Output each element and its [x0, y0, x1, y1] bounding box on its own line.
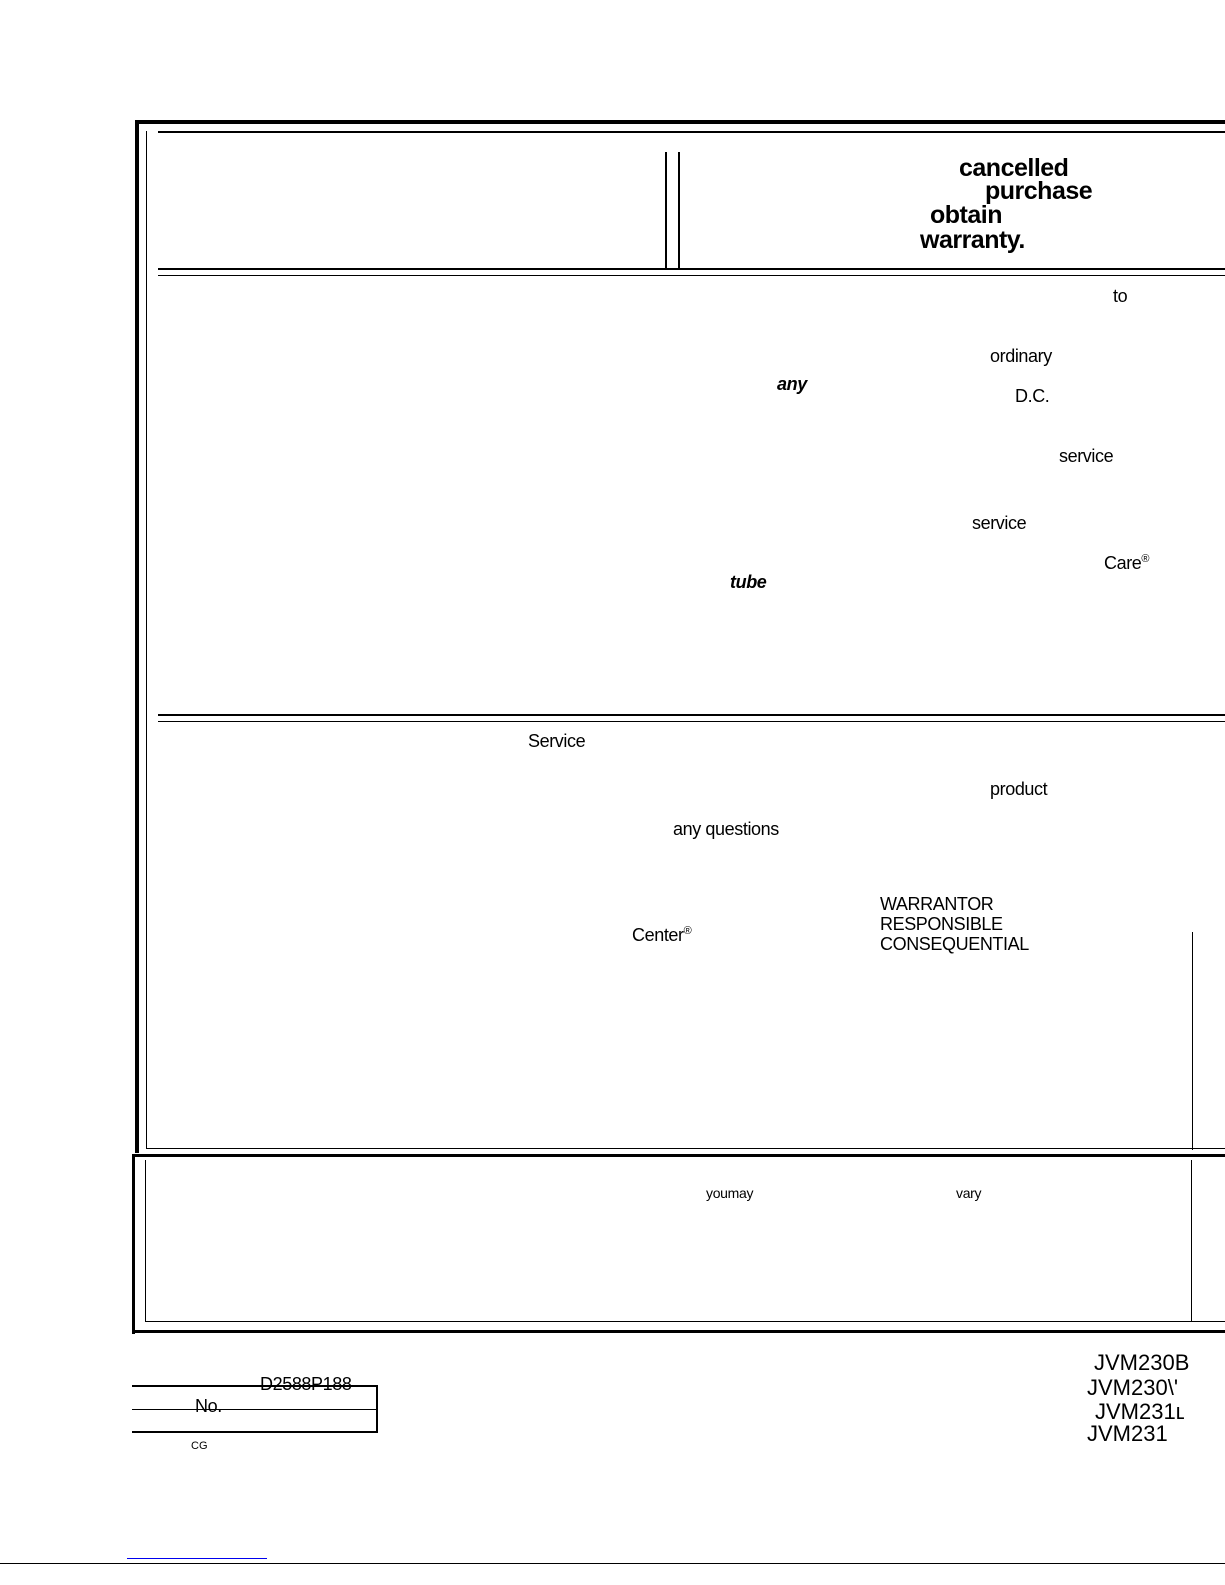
lower-box-rule-inner: [146, 1148, 1225, 1149]
word-responsible: RESPONSIBLE: [880, 914, 1003, 934]
page-bottom-rule: [0, 1563, 1225, 1564]
word-vary: vary: [956, 1185, 982, 1201]
part-number: D2588P188: [260, 1374, 352, 1394]
model-number-3: JVM231ʟ: [1095, 1399, 1185, 1424]
lower-box-left-outer: [132, 1154, 135, 1334]
lower-box-right: [1191, 1160, 1192, 1322]
word-care: Care®: [1104, 553, 1150, 573]
part-no-label: No.: [195, 1396, 222, 1416]
lower-box-left-inner: [145, 1160, 146, 1322]
lower-box-bottom: [132, 1330, 1225, 1333]
word-service-1: service: [1059, 446, 1114, 466]
header-word-purchase: purchase: [985, 177, 1093, 205]
word-consequential: CONSEQUENTIAL: [880, 934, 1029, 954]
header-word-obtain: obtain: [930, 201, 1002, 229]
lower-box-rule-bottom-inner: [145, 1321, 1225, 1322]
word-to: to: [1113, 286, 1128, 306]
right-edge-rule: [1192, 932, 1193, 1150]
header-word-cancelled: cancelled: [959, 154, 1069, 182]
word-tube: tube: [730, 572, 767, 592]
outer-frame-left: [135, 120, 139, 1153]
lower-box-top: [132, 1154, 1225, 1157]
word-warrantor: WARRANTOR: [880, 894, 994, 914]
word-center: Center®: [632, 925, 692, 945]
header-rule-bottom-1: [158, 268, 1225, 270]
header-divider-a: [665, 152, 667, 269]
section-rule-2: [158, 721, 1225, 722]
header-rule-bottom-2: [158, 275, 1225, 276]
model-number-4: JVM231: [1087, 1421, 1168, 1446]
model-number-2: JVM230\': [1087, 1375, 1179, 1400]
word-service-3: Service: [528, 731, 586, 751]
model-number-1: JVM230B: [1094, 1350, 1190, 1375]
header-rule-top: [158, 131, 1225, 133]
word-ordinary: ordinary: [990, 346, 1052, 366]
word-any: any: [777, 374, 807, 394]
code-cg: CG: [191, 1440, 208, 1452]
header-word-warranty: warranty.: [920, 226, 1025, 254]
section-rule-1: [158, 714, 1225, 716]
outer-frame-top: [135, 120, 1225, 124]
word-service-2: service: [972, 513, 1027, 533]
page-link-underline: [127, 1558, 267, 1559]
phrase-any-questions: any questions: [673, 819, 779, 839]
inner-frame-left: [146, 131, 147, 1149]
word-dc: D.C.: [1015, 386, 1050, 406]
word-you-may: youmay: [706, 1185, 754, 1201]
word-product: product: [990, 779, 1048, 799]
header-divider-b: [678, 152, 680, 269]
